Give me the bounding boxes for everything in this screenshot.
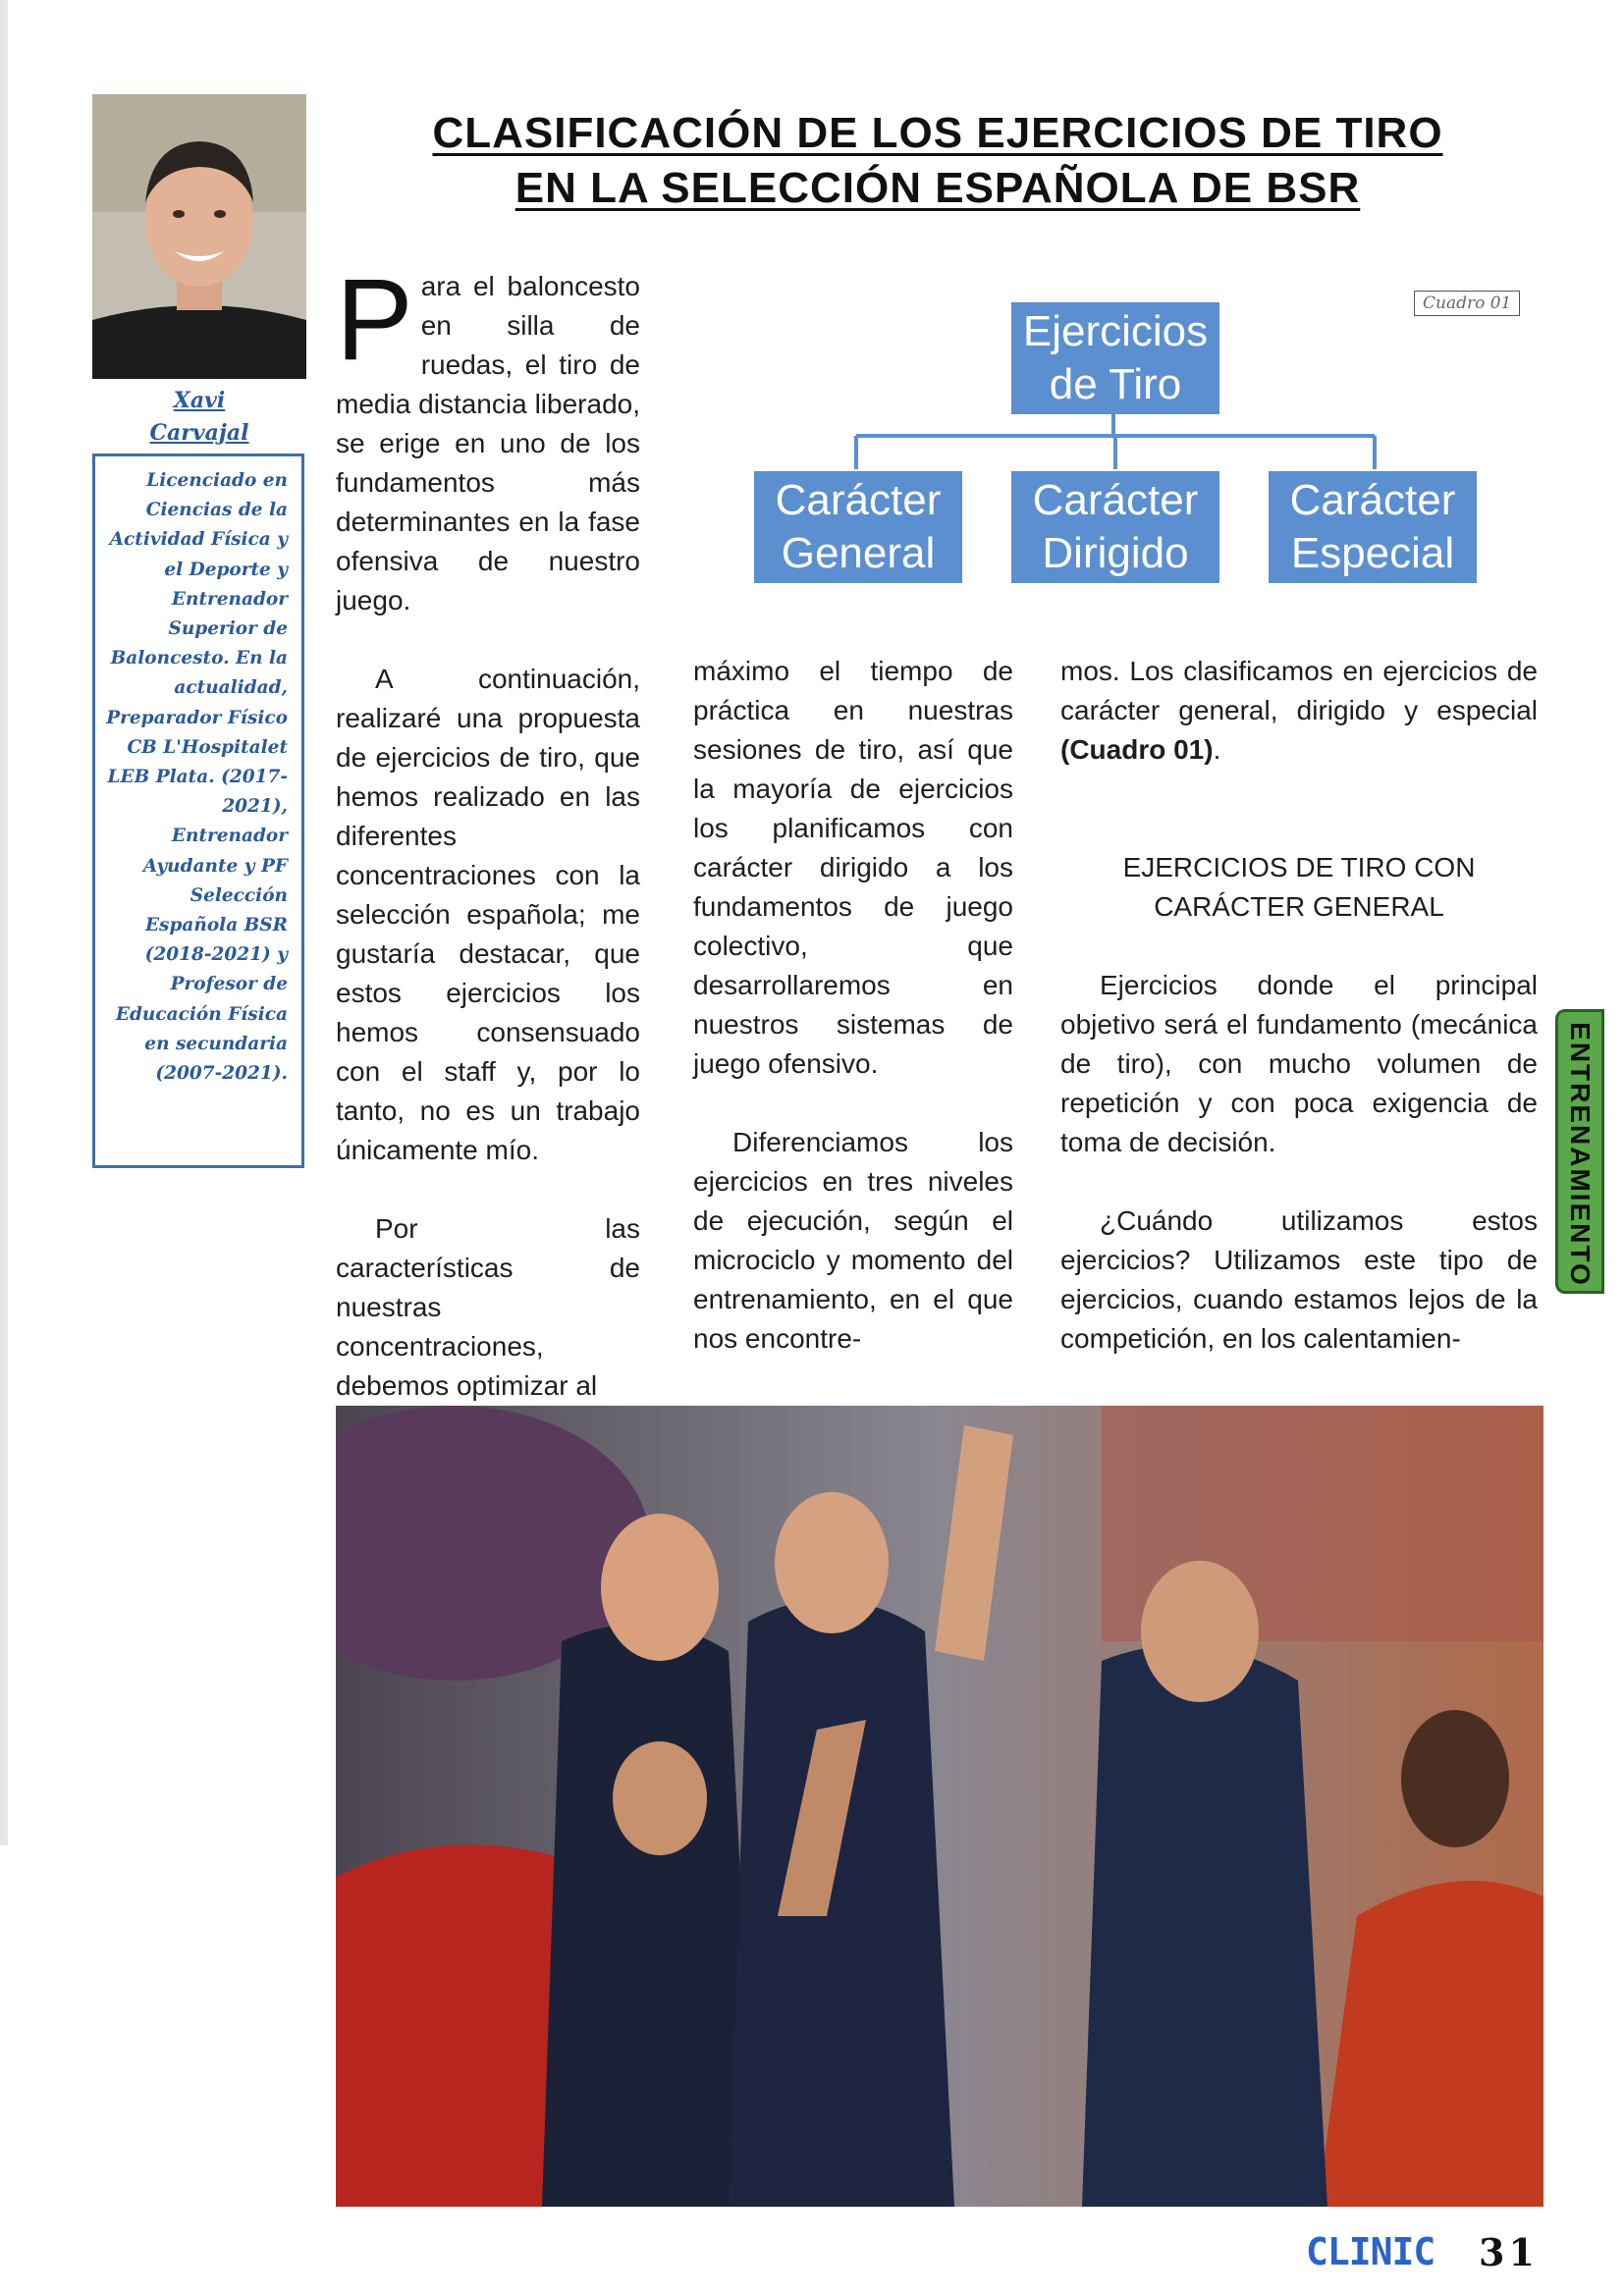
subheading-line-2: CARÁCTER GENERAL bbox=[1154, 891, 1444, 922]
shooting-exercises-diagram bbox=[746, 294, 1542, 589]
diagram-node-general bbox=[754, 471, 962, 583]
paragraph-5: Diferenciamos los ejercicios en tres niveles de ejecución, según el microciclo y momento del entrenamiento, en el que nos encontre- bbox=[693, 1127, 1013, 1354]
paragraph-6-end: . bbox=[1213, 734, 1221, 765]
paragraph-3: Por las características de nuestras concentraciones, debemos optimizar al bbox=[336, 1213, 640, 1401]
diagram-node-dirigido bbox=[1011, 471, 1219, 583]
magazine-logo: CLINIC bbox=[1306, 2230, 1435, 2273]
paragraph-7: Ejercicios donde el principal objetivo será el fundamento (mecánica de tiro), con mucho volumen de repetición y con poca exigencia de toma de decisión. bbox=[1060, 970, 1538, 1157]
paragraph-intro bbox=[336, 255, 640, 620]
text-column-3 bbox=[1060, 652, 1538, 1359]
author-portrait bbox=[92, 94, 306, 379]
cuadro-reference: (Cuadro 01) bbox=[1060, 734, 1214, 765]
node-especial-line-2: Especial bbox=[1290, 529, 1455, 577]
node-dirigido-line-2: Dirigido bbox=[1042, 529, 1189, 577]
author-last-name: Carvajal bbox=[149, 420, 249, 446]
root-node-line-2: de Tiro bbox=[1049, 360, 1182, 408]
paragraph-6-text: mos. Los clasificamos en ejercicios de carácter general, dirigido y especial bbox=[1060, 656, 1538, 725]
article-title bbox=[393, 106, 1483, 216]
page-edge bbox=[0, 0, 8, 1845]
team-celebration-photo bbox=[336, 1406, 1543, 2207]
node-dirigido-line-1: Carácter bbox=[1032, 476, 1199, 524]
title-line-2: EN LA SELECCIÓN ESPAÑOLA DE BSR bbox=[514, 164, 1361, 212]
author-bio-box bbox=[92, 454, 304, 1168]
paragraph-6 bbox=[1060, 652, 1538, 770]
paragraph-intro-text: ara el baloncesto en silla de ruedas, el tiro de media distancia liberado, se erige en uno de los fundamentos más determinantes en la fase ofensiva de nuestro juego. bbox=[336, 271, 640, 615]
diagram-node-especial bbox=[1269, 471, 1477, 583]
team-celebration-image bbox=[336, 1406, 1543, 2207]
diagram-label: Cuadro 01 bbox=[1414, 291, 1520, 316]
subheading-line-1: EJERCICIOS DE TIRO CON bbox=[1122, 852, 1476, 882]
text-column-1 bbox=[336, 255, 640, 1406]
author-name bbox=[92, 385, 306, 450]
node-general-line-1: Carácter bbox=[775, 476, 942, 524]
drop-cap: P bbox=[336, 255, 413, 385]
paragraph-2: A continuación, realizaré una propuesta de ejercicios de tiro, que hemos realizado en las diferentes concentraciones con la selección española; me gustaría destacar, que estos ejercicios los hemos consensuado con el staff y, por lo tanto, no es un trabajo únicamente mío. bbox=[336, 664, 640, 1165]
title-line-1: CLASIFICACIÓN DE LOS EJERCICIOS DE TIRO bbox=[432, 109, 1443, 157]
section-subheading bbox=[1060, 848, 1538, 927]
paragraph-4: máximo el tiempo de práctica en nuestras sesiones de tiro, así que la mayoría de ejercicios los planificamos con carácter dirigido a los fundamentos de juego colectivo, que desarrollaremos en nuestros sistemas de juego ofensivo. bbox=[693, 656, 1013, 1079]
author-bio-text: Licenciado en Ciencias de la Actividad Física y el Deporte y Entrenador Superior de Baloncesto. En la actualidad, Preparador Físico CB L'Hospitalet LEB Plata. (2017-2021), Entrenador Ayudante y PF Selección Española BSR (2018-2021) y Profesor de Educación Física en secundaria (2007-2021). bbox=[106, 470, 288, 1085]
diagram-root-node bbox=[1011, 302, 1219, 414]
section-tab-label: ENTRENAMIENTO bbox=[1565, 1022, 1596, 1287]
node-especial-line-1: Carácter bbox=[1289, 476, 1456, 524]
paragraph-8: ¿Cuándo utilizamos estos ejercicios? Utilizamos este tipo de ejercicios, cuando estamos lejos de la competición, en los calentamien- bbox=[1060, 1205, 1538, 1354]
text-column-2 bbox=[693, 652, 1013, 1359]
root-node-line-1: Ejercicios bbox=[1022, 307, 1209, 355]
author-portrait-image bbox=[92, 94, 306, 379]
node-general-line-2: General bbox=[781, 529, 936, 577]
section-tab bbox=[1555, 1009, 1604, 1294]
author-first-name: Xavi bbox=[173, 388, 226, 413]
page-number: 31 bbox=[1479, 2230, 1539, 2274]
